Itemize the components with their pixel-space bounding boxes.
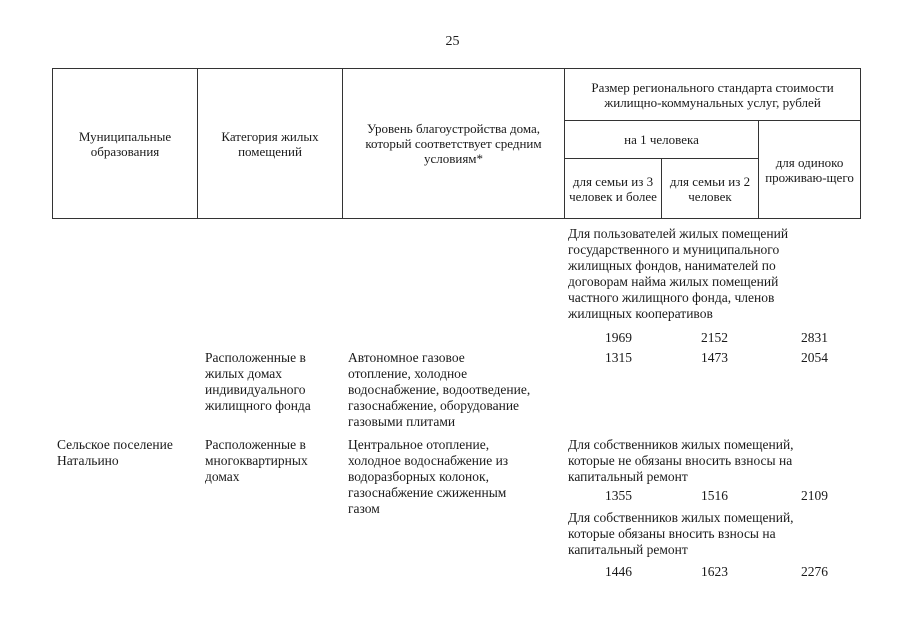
note-owners-pay: Для собственников жилых помещений, которые обязаны вносить взносы на капитальный ремонт	[568, 510, 794, 557]
row3-municipal: Сельское поселение Натальино	[57, 437, 173, 468]
header-category: Категория жилых помещений	[198, 69, 343, 219]
row3a-value-single: 2109	[801, 488, 828, 503]
table-header	[52, 68, 861, 219]
row2-category: Расположенные в жилых домах индивидуального жилищного фонда	[205, 350, 311, 413]
row3-category: Расположенные в многоквартирных домах	[205, 437, 308, 484]
note-owners-exempt: Для собственников жилых помещений, которые не обязаны вносить взносы на капитальный ремонт	[568, 437, 794, 484]
row3a-value-family2: 1516	[701, 488, 728, 503]
page-number: 25	[445, 34, 460, 49]
row3b-value-family2: 1623	[701, 564, 728, 579]
row3b-value-family3: 1446	[605, 564, 632, 579]
row1-value-single: 2831	[801, 330, 828, 345]
row3b-value-single: 2276	[801, 564, 828, 579]
header-family2: для семьи из 2 человек	[662, 159, 759, 219]
header-municipal: Муниципальные образования	[53, 69, 198, 219]
row3-level: Центральное отопление, холодное водоснабжение из водоразборных колонок, газоснабжение сжиженным газом	[348, 437, 509, 516]
header-level: Уровень благоустройства дома, который соответствует средним условиям*	[343, 69, 565, 219]
header-per-person: на 1 человека	[565, 121, 759, 159]
row2-value-single: 2054	[801, 350, 828, 365]
header-standard-size: Размер регионального стандарта стоимости жилищно-коммунальных услуг, рублей	[565, 69, 861, 121]
row2-level: Автономное газовое отопление, холодное водоснабжение, водоотведение, газоснабжение, оборудование газовыми плитами	[348, 350, 531, 429]
row2-value-family3: 1315	[605, 350, 632, 365]
note-users: Для пользователей жилых помещений государственного и муниципального жилищных фондов, нанимателей по договорам найма жилых помещений частного жилищного фонда, членов жилищных кооперативов	[568, 226, 789, 321]
header-family3: для семьи из 3 человек и более	[565, 159, 662, 219]
row1-value-family3: 1969	[605, 330, 632, 345]
row1-value-family2: 2152	[701, 330, 728, 345]
header-single: для одиноко проживаю-щего	[759, 121, 861, 219]
row3a-value-family3: 1355	[605, 488, 632, 503]
row2-value-family2: 1473	[701, 350, 728, 365]
